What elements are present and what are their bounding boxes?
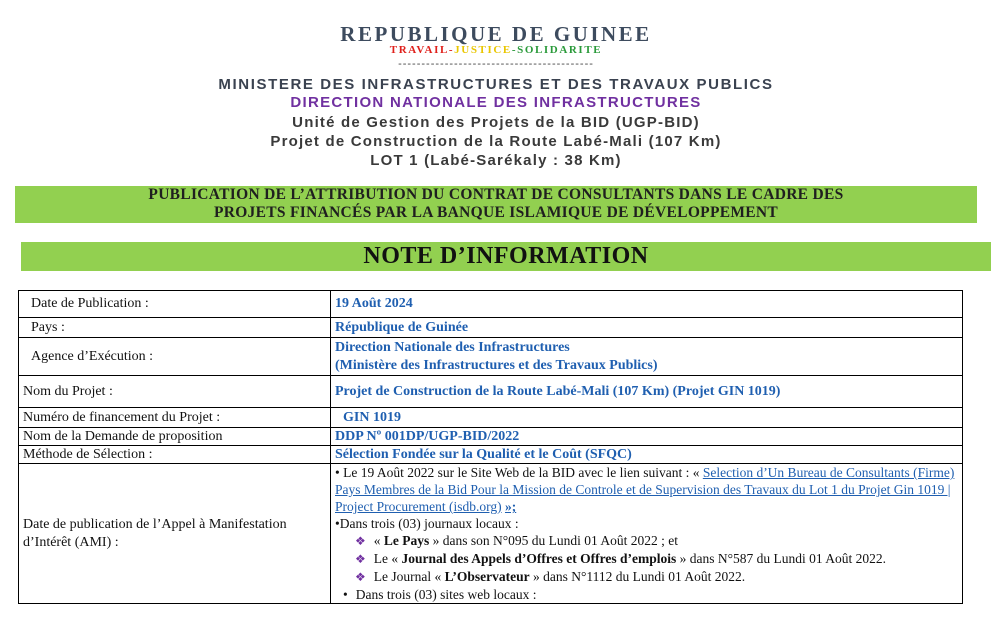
agency-name: Direction Nationale des Infrastructures	[335, 339, 570, 355]
table-row	[19, 408, 963, 428]
ami-details	[331, 464, 963, 604]
note-title: NOTE D’INFORMATION	[21, 242, 991, 271]
motto-solidarite: SOLIDARITE	[517, 44, 603, 56]
row-value	[331, 338, 963, 376]
motto-sep-2: -	[511, 44, 518, 56]
motto-sep-1: -	[448, 44, 455, 56]
table-row	[19, 446, 963, 464]
table-row	[19, 464, 963, 604]
row-value: GIN 1019	[331, 408, 963, 428]
ami-label-line-1: Date de publication de l’Appel à Manifestation	[23, 516, 287, 532]
lot-title: LOT 1 (Labé-Sarékaly : 38 Km)	[370, 152, 622, 169]
bullet-icon: •	[335, 465, 340, 480]
row-label: Méthode de Sélection :	[19, 446, 331, 464]
ami-label-line-2: d’Intérêt (AMI) :	[23, 534, 119, 550]
ami-journal-2: ❖ Le « Journal des Appels d’Offres et Offres d’emplois » dans N°587 du Lundi 01 Août 2022.	[355, 551, 887, 566]
info-table	[18, 290, 963, 604]
bullet-icon: •	[335, 516, 340, 531]
table-row	[19, 376, 963, 408]
publication-banner-line-1: PUBLICATION DE L’ATTRIBUTION DU CONTRAT DE CONSULTANTS DANS LE CADRE DES	[148, 186, 844, 203]
table-row	[19, 291, 963, 318]
motto-justice: JUSTICE	[454, 44, 512, 56]
publication-banner-line-2: PROJETS FINANCÉS PAR LA BANQUE ISLAMIQUE DE DÉVELOPPEMENT	[213, 204, 779, 221]
publication-date: 19 Août 2024	[335, 296, 413, 311]
ministry-title: MINISTERE DES INFRASTRUCTURES ET DES TRAVAUX PUBLICS	[218, 76, 774, 93]
table-row	[19, 338, 963, 376]
table-row	[19, 428, 963, 446]
agency-ministry: (Ministère des Infrastructures et des Travaux Publics)	[335, 357, 658, 373]
row-label: Agence d’Exécution :	[19, 338, 331, 376]
row-value: République de Guinée	[331, 318, 963, 338]
row-label: Nom de la Demande de proposition	[19, 428, 331, 446]
row-label: Date de Publication :	[19, 291, 331, 318]
motto	[0, 44, 992, 56]
row-value	[331, 291, 963, 318]
row-value: Projet de Construction de la Route Labé-Mali (107 Km) (Projet GIN 1019)	[331, 376, 963, 408]
diamond-bullet-icon: ❖	[355, 552, 366, 566]
publication-banner	[15, 186, 977, 223]
row-label: Nom du Projet :	[19, 376, 331, 408]
isdb-procurement-link[interactable]: Selection d’Un Bureau de Consultants (Firme) Pays Membres de la Bid Pour la Mission de Controle et de Supervision des Travaux du Lot 1 du Projet Gin 1019 | Project Procurement (isdb.org)	[335, 465, 955, 514]
row-label	[19, 464, 331, 604]
row-value: Sélection Fondée sur la Qualité et le Coût (SFQC)	[331, 446, 963, 464]
republic-title: REPUBLIQUE DE GUINEE	[340, 22, 652, 46]
row-label: Pays :	[19, 318, 331, 338]
direction-title: DIRECTION NATIONALE DES INFRASTRUCTURES	[290, 94, 702, 111]
ami-bullet-journals: •Dans trois (03) journaux locaux :	[335, 516, 519, 531]
unit-title: Unité de Gestion des Projets de la BID (UGP-BID)	[292, 114, 700, 131]
diamond-bullet-icon: ❖	[355, 570, 366, 584]
row-label: Numéro de financement du Projet :	[19, 408, 331, 428]
bullet-icon: •	[343, 587, 348, 602]
header-separator: ------------------------------------------	[398, 58, 594, 70]
ami-bullet-website: • Le 19 Août 2022 sur le Site Web de la BID avec le lien suivant : « Selection d’Un Bureau de Consultants (Firme) Pays Membres de la Bid Pour la Mission de Controle et de Supervision des Travaux du Lot 1 du Projet Gin 1019 | Project Procurement (isdb.org) »;	[335, 465, 955, 514]
ami-journal-1: ❖ « Le Pays » dans son N°095 du Lundi 01 Août 2022 ; et	[355, 533, 679, 548]
row-value: DDP Nº 001DP/UGP-BID/2022	[331, 428, 963, 446]
ami-journal-3: ❖ Le Journal « L’Observateur » dans N°1112 du Lundi 01 Août 2022.	[355, 569, 746, 584]
ami-bullet-websites: • Dans trois (03) sites web locaux :	[335, 586, 958, 603]
table-row	[19, 318, 963, 338]
motto-travail: TRAVAIL	[389, 44, 449, 56]
project-title: Projet de Construction de la Route Labé-Mali (107 Km)	[270, 133, 722, 150]
diamond-bullet-icon: ❖	[355, 534, 366, 548]
